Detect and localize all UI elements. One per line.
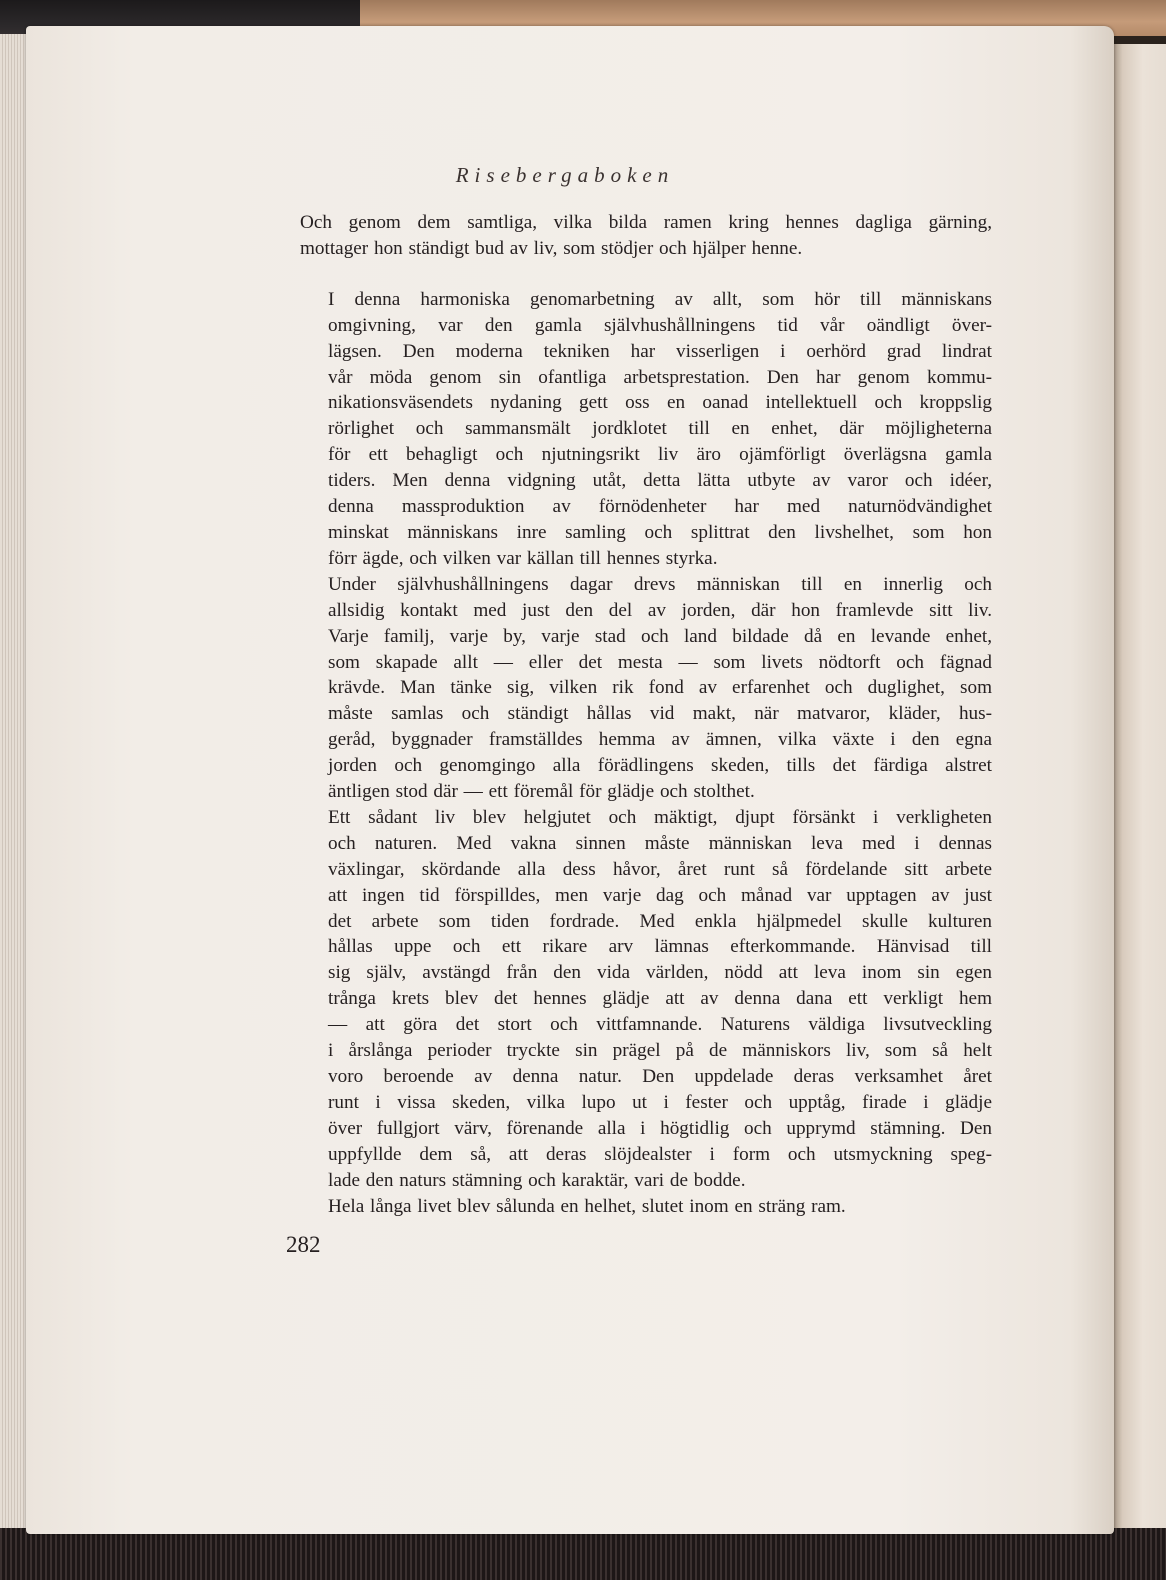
text-line: Under självhushållningens dagar drevs människan till en innerlig och	[328, 573, 992, 595]
text-line: sig själv, avstängd från den vida världen, nödd att leva inom sin egen	[328, 962, 992, 984]
text-line: uppfyllde dem så, att deras slöjdealster i form och utsmyckning speg-	[328, 1143, 992, 1165]
paragraph	[300, 287, 992, 572]
text-line: vår möda genom sin ofantliga arbetsprestation. Den har genom kommu-	[328, 366, 992, 388]
background-cloth-bottom	[0, 1528, 1166, 1580]
facing-page-edge	[1108, 44, 1166, 1534]
text-line: rörlighet och sammansmält jordklotet till en enhet, där möjligheterna	[328, 418, 992, 440]
text-line: jorden och genomgingo alla förädlingens skeden, tills det färdiga alstret	[328, 755, 992, 777]
running-head: Risebergaboken	[455, 163, 675, 187]
paragraph	[300, 210, 992, 262]
paragraph	[300, 805, 992, 1194]
paragraph	[300, 572, 992, 805]
body-text	[300, 210, 992, 1219]
text-line: för ett behagligt och njutningsrikt liv äro ojämförligt överlägsna gamla	[328, 444, 992, 466]
text-line: omgivning, var den gamla självhushållningens tid vår oändligt över-	[328, 314, 992, 336]
text-line: över fullgjort värv, förenande alla i högtidlig och upprymd stämning. Den	[328, 1117, 992, 1139]
text-line: och naturen. Med vakna sinnen måste människan leva med i dennas	[328, 832, 992, 854]
text-line: Ett sådant liv blev helgjutet och mäktigt, djupt försänkt i verkligheten	[328, 806, 992, 828]
text-line: lägsen. Den moderna tekniken har visserligen i oerhörd grad lindrat	[328, 340, 992, 362]
text-line: voro beroende av denna natur. Den uppdelade deras verksamhet året	[328, 1066, 992, 1087]
page-number: 282	[286, 1232, 321, 1257]
text-line: måste samlas och ständigt hållas vid makt, när matvaror, kläder, hus-	[328, 703, 992, 725]
text-line: Och genom dem samtliga, vilka bilda ramen kring hennes dagliga gärning,	[300, 212, 992, 233]
text-line: Hela långa livet blev sålunda en helhet, slutet inom en sträng ram.	[328, 1195, 846, 1217]
paragraph	[300, 1194, 992, 1220]
text-line: — att göra det stort och vittfamnande. Naturens väldiga livsutveckling	[328, 1014, 992, 1036]
text-line: som skapade allt — eller det mesta — som livets nödtorft och fägnad	[328, 651, 992, 673]
text-line: I denna harmoniska genomarbetning av allt, som hör till människans	[328, 288, 992, 310]
text-line: allsidig kontakt med just den del av jorden, där hon framlevde sitt liv.	[328, 599, 992, 621]
text-line: Varje familj, varje by, varje stad och land bildade då en levande enhet,	[328, 625, 992, 647]
text-line: förr ägde, och vilken var källan till hennes styrka.	[328, 547, 718, 569]
text-line: krävde. Man tänke sig, vilken rik fond av erfarenhet och duglighet, som	[328, 677, 992, 699]
text-line: växlingar, skördande alla dess håvor, året runt så fördelande sitt arbete	[328, 858, 992, 880]
text-line: nikationsväsendets nydaning gett oss en oanad intellektuell och kroppslig	[328, 392, 992, 414]
text-line: hållas uppe och ett rikare arv lämnas efterkommande. Hänvisad till	[328, 936, 992, 958]
text-line: att ingen tid förspilldes, men varje dag och månad var upptagen av just	[328, 884, 992, 906]
text-line: i årslånga perioder tryckte sin prägel på de människors liv, som så helt	[328, 1040, 992, 1062]
text-line: trånga krets blev det hennes glädje att av denna dana ett verkligt hem	[328, 988, 992, 1010]
text-line: denna massproduktion av förnödenheter har med naturnödvändighet	[328, 496, 992, 518]
text-line: lade den naturs stämning och karaktär, vari de bodde.	[328, 1169, 746, 1191]
text-line: det arbete som tiden fordrade. Med enkla hjälpmedel skulle kulturen	[328, 910, 992, 932]
text-line: geråd, byggnader framställdes hemma av ämnen, vilka växte i den egna	[328, 729, 992, 751]
text-line: tiders. Men denna vidgning utåt, detta lätta utbyte av varor och idéer,	[328, 470, 992, 492]
text-line: äntligen stod där — ett föremål för glädje och stolthet.	[328, 781, 755, 803]
text-line: runt i vissa skeden, vilka lupo ut i fester och upptåg, firade i glädje	[328, 1091, 992, 1113]
text-line: minskat människans inre samling och splittrat den livshelhet, som hon	[328, 521, 992, 543]
text-line: mottager hon ständigt bud av liv, som stödjer och hjälper henne.	[300, 237, 803, 259]
